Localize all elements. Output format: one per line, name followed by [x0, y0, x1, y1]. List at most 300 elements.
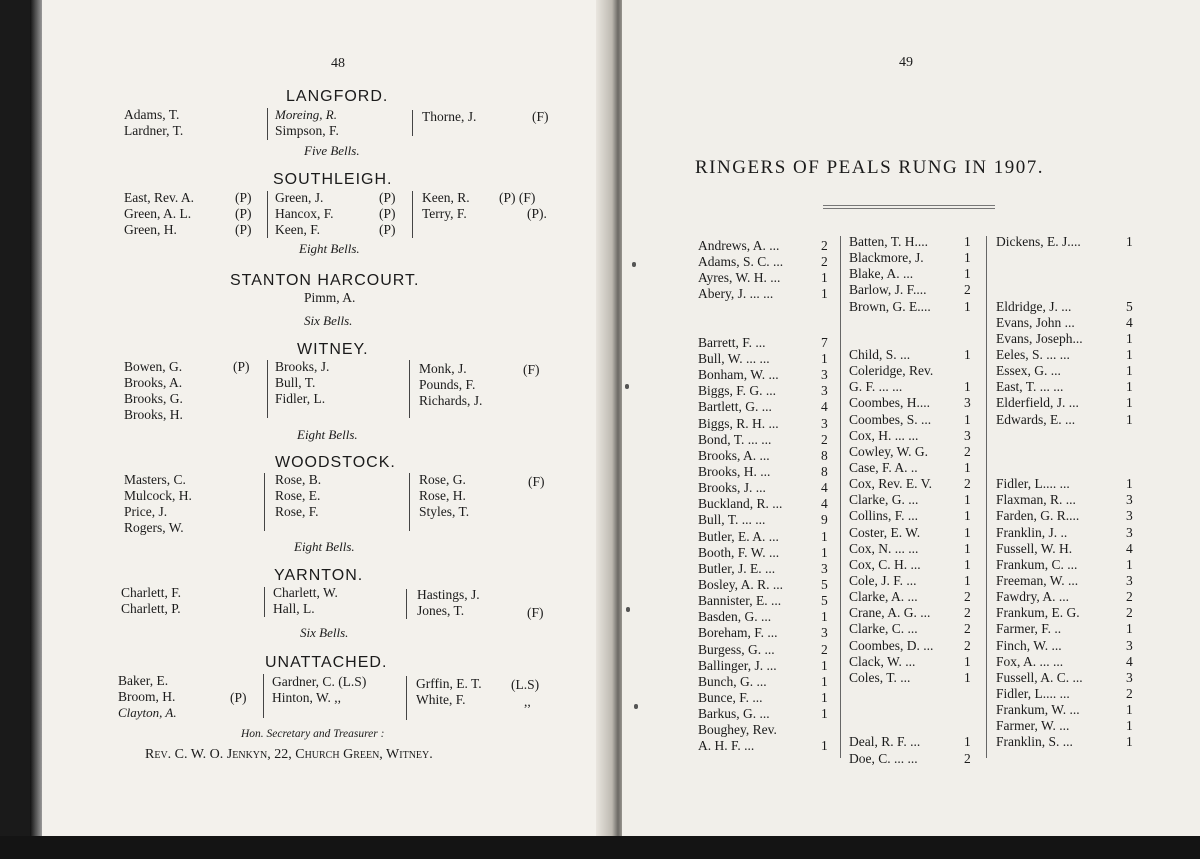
peal-count: 4 — [1126, 653, 1133, 669]
ringer-entry — [996, 492, 1136, 508]
ringer-entry — [996, 718, 1136, 734]
peal-count: 2 — [964, 476, 971, 492]
ringer-name: Farmer, F. .. — [996, 621, 1062, 637]
ringer-entry — [698, 383, 828, 399]
scan-border — [0, 836, 1200, 859]
ringer-entry — [849, 508, 979, 524]
ringer-name: Booth, F. W. ... — [698, 544, 780, 560]
unattached-col2-0: Gardner, C. (L.S) — [272, 674, 367, 689]
peal-count: 1 — [1126, 395, 1133, 411]
southleigh-col3-0: Keen, R. — [422, 190, 470, 205]
heading-woodstock: WOODSTOCK. — [275, 454, 396, 471]
ringer-entry — [698, 577, 828, 593]
heading-stanton-harcourt: STANTON HARCOURT. — [230, 272, 420, 289]
ringer-entry — [849, 347, 979, 363]
ringer-name: Butler, E. A. ... — [698, 528, 779, 544]
woodstock-mark3: (F) — [528, 474, 545, 489]
heading-unattached: UNATTACHED. — [265, 654, 388, 671]
southleigh-mark1-2: (P) — [235, 222, 252, 237]
ringer-entry — [996, 476, 1136, 492]
ringer-entry — [849, 686, 979, 702]
ringer-entry — [849, 718, 979, 734]
ringer-entry — [698, 303, 828, 319]
peal-count: 1 — [1126, 330, 1133, 346]
peal-count: 4 — [821, 480, 828, 496]
peal-count: 3 — [821, 625, 828, 641]
witney-bells: Eight Bells. — [297, 427, 358, 442]
peal-count: 1 — [821, 738, 828, 754]
ringer-entry — [996, 670, 1136, 686]
langford-bells: Five Bells. — [304, 143, 360, 158]
peal-count: 1 — [1126, 234, 1133, 249]
ringer-entry — [698, 738, 828, 754]
woodstock-col2-0: Rose, B. — [275, 472, 322, 487]
peal-count: 3 — [964, 395, 971, 411]
stanton-bells: Six Bells. — [304, 313, 353, 328]
ringer-name: Fussell, W. H. — [996, 540, 1073, 556]
ringer-name: G. F. ... ... — [849, 379, 903, 395]
ringer-name: Eldridge, J. ... — [996, 298, 1072, 314]
ringer-entry — [698, 706, 828, 722]
footer-label: Hon. Secretary and Treasurer : — [241, 728, 385, 740]
peal-count: 1 — [821, 286, 828, 302]
southleigh-col3-1: Terry, F. — [422, 206, 467, 221]
ringer-entry — [698, 658, 828, 674]
ringer-entry — [996, 654, 1136, 670]
southleigh-col1-0: East, Rev. A. — [124, 190, 194, 205]
witney-col2-1: Bull, T. — [275, 375, 316, 390]
ringer-name: Coles, T. ... — [849, 669, 911, 685]
ringer-entry — [996, 460, 1136, 476]
ringer-name: Bull, T. ... ... — [698, 512, 766, 528]
ringer-entry — [698, 480, 828, 496]
woodstock-col1-3: Rogers, W. — [124, 520, 184, 535]
unattached-col1-1: Broom, H. — [118, 689, 176, 704]
witney-col1-2: Brooks, G. — [124, 391, 183, 406]
peal-count: 5 — [1126, 298, 1133, 314]
ringer-name: Dickens, E. J.... — [996, 234, 1081, 249]
ringer-name: Fidler, L.... ... — [996, 685, 1070, 701]
ringer-name: Clarke, A. ... — [849, 589, 918, 605]
ringer-entry — [996, 525, 1136, 541]
peal-count: 3 — [1126, 508, 1133, 524]
ringer-entry — [996, 541, 1136, 557]
ringers-column-a-b — [698, 238, 828, 755]
heading-langford: LANGFORD. — [286, 88, 389, 105]
unattached-mark3-0: (L.S) — [511, 677, 540, 692]
ringer-name: Biggs, R. H. ... — [698, 415, 779, 431]
ringer-name: Barrett, F. ... — [698, 334, 766, 350]
ringer-name: Ayres, W. H. ... — [698, 270, 781, 286]
peal-count: 1 — [821, 609, 828, 625]
yarnton-col1-0: Charlett, F. — [121, 585, 182, 600]
ringer-name: Flaxman, R. ... — [996, 492, 1076, 508]
ringer-name: Basden, G. ... — [698, 609, 772, 625]
peal-count: 4 — [821, 496, 828, 512]
woodstock-bells: Eight Bells. — [294, 539, 355, 554]
peal-count: 4 — [1126, 314, 1133, 330]
ringer-entry — [996, 250, 1136, 266]
ringer-entry — [849, 557, 979, 573]
stanton-name: Pimm, A. — [304, 290, 356, 305]
ringer-name: Essex, G. ... — [996, 363, 1061, 379]
ringer-name: Farmer, W. ... — [996, 718, 1070, 734]
peal-count: 1 — [964, 653, 971, 669]
ringer-entry — [849, 702, 979, 718]
ringer-entry — [698, 545, 828, 561]
ringer-name: Bartlett, G. ... — [698, 399, 772, 415]
ringer-name: Barkus, G. ... — [698, 706, 770, 722]
ringer-name: Biggs, F. G. ... — [698, 383, 777, 399]
peal-count: 2 — [821, 431, 828, 447]
ringer-entry — [698, 464, 828, 480]
ringer-name: Batten, T. H.... — [849, 234, 928, 249]
ringer-entry — [849, 412, 979, 428]
ringer-entry — [849, 476, 979, 492]
ringer-entry — [849, 751, 979, 767]
witney-mark1: (P) — [233, 359, 250, 374]
ringer-name: Finch, W. ... — [996, 637, 1062, 653]
heading-yarnton: YARNTON. — [274, 567, 364, 584]
peal-count: 8 — [821, 463, 828, 479]
ringer-entry — [698, 561, 828, 577]
right-page — [622, 0, 1200, 836]
ringer-name: Bannister, E. ... — [698, 593, 782, 609]
peal-count: 3 — [821, 415, 828, 431]
ringer-entry — [996, 395, 1136, 411]
ringer-entry — [849, 573, 979, 589]
ringer-entry — [849, 460, 979, 476]
ringer-entry — [996, 557, 1136, 573]
yarnton-mark3: (F) — [527, 605, 544, 620]
ringer-entry — [996, 605, 1136, 621]
peal-count: 1 — [1126, 734, 1133, 750]
yarnton-col2-1: Hall, L. — [273, 601, 315, 616]
southleigh-col2-1: Hancox, F. — [275, 206, 334, 221]
peal-count: 5 — [821, 576, 828, 592]
langford-col1-0: Adams, T. — [124, 107, 180, 122]
ringer-name: Buckland, R. ... — [698, 496, 783, 512]
ringer-entry — [996, 508, 1136, 524]
ringer-entry — [996, 234, 1136, 250]
page-number-left: 48 — [331, 56, 345, 71]
page-title: RINGERS OF PEALS RUNG IN 1907. — [695, 157, 1045, 178]
langford-mark: (F) — [532, 109, 549, 124]
ringer-entry — [849, 638, 979, 654]
ringer-name: Fox, A. ... ... — [996, 653, 1064, 669]
unattached-col3-0: Grffin, E. T. — [416, 676, 482, 691]
witney-col2-0: Brooks, J. — [275, 359, 330, 374]
unattached-col1-0: Baker, E. — [118, 673, 169, 688]
ringer-entry — [698, 319, 828, 335]
ringer-name: Bonham, W. ... — [698, 367, 779, 383]
ringer-entry — [698, 416, 828, 432]
ringer-name: Cox, N. ... ... — [849, 540, 919, 556]
ringer-name: Brooks, J. ... — [698, 480, 766, 496]
woodstock-col1-2: Price, J. — [124, 504, 168, 519]
ringer-name: Case, F. A. .. — [849, 459, 918, 475]
ringer-name: Brooks, A. ... — [698, 447, 770, 463]
peal-count: 1 — [964, 250, 971, 266]
ringer-entry — [698, 367, 828, 383]
peal-count: 2 — [821, 641, 828, 657]
left-page — [42, 0, 614, 836]
peal-count: 3 — [964, 427, 971, 443]
ringer-name: Frankum, W. ... — [996, 702, 1080, 718]
ringer-name: Coombes, H.... — [849, 395, 930, 411]
ringer-name: Abery, J. ... ... — [698, 286, 774, 302]
langford-col2-1: Simpson, F. — [275, 123, 339, 138]
woodstock-col3-0: Rose, G. — [419, 472, 466, 487]
ringer-entry — [698, 722, 828, 738]
witney-col1-1: Brooks, A. — [124, 375, 183, 390]
unattached-col2-1: Hinton, W. ,, — [272, 690, 342, 705]
peal-count: 1 — [964, 540, 971, 556]
witney-col1-0: Bowen, G. — [124, 359, 183, 374]
ringer-name: Andrews, A. ... — [698, 238, 780, 253]
ringer-entry — [698, 286, 828, 302]
ringer-entry — [996, 444, 1136, 460]
peal-count: 3 — [1126, 669, 1133, 685]
ringer-entry — [698, 674, 828, 690]
ringer-name: Clack, W. ... — [849, 653, 916, 669]
ringer-name: Adams, S. C. ... — [698, 254, 784, 270]
ringer-name: Bosley, A. R. ... — [698, 576, 784, 592]
southleigh-mark1-0: (P) — [235, 190, 252, 205]
peal-count: 1 — [964, 379, 971, 395]
langford-col2-0: Moreing, R. — [275, 107, 337, 122]
ringer-entry — [698, 609, 828, 625]
peal-count: 1 — [1126, 621, 1133, 637]
ringer-entry — [996, 621, 1136, 637]
ringer-name: Coster, E. W. — [849, 524, 921, 540]
peal-count: 1 — [821, 657, 828, 673]
peal-count: 3 — [1126, 637, 1133, 653]
peal-count: 1 — [1126, 476, 1133, 492]
unattached-col3-1: White, F. — [416, 692, 466, 707]
ringer-name: Child, S. ... — [849, 346, 911, 362]
ringer-entry — [996, 266, 1136, 282]
peal-count: 7 — [821, 334, 828, 350]
ringer-entry — [698, 254, 828, 270]
ringer-entry — [849, 444, 979, 460]
woodstock-col3-2: Styles, T. — [419, 504, 470, 519]
ringer-name: Fawdry, A. ... — [996, 589, 1069, 605]
southleigh-mark3-0: (P) (F) — [499, 190, 536, 205]
southleigh-col1-2: Green, H. — [124, 222, 177, 237]
peal-count: 1 — [1126, 363, 1133, 379]
peal-count: 3 — [1126, 492, 1133, 508]
peal-count: 1 — [964, 556, 971, 572]
ringer-entry — [698, 625, 828, 641]
ringer-entry — [849, 621, 979, 637]
ringer-entry — [698, 642, 828, 658]
ringer-name: Burgess, G. ... — [698, 641, 775, 657]
peal-count: 1 — [964, 524, 971, 540]
ringer-name: Blake, A. ... — [849, 266, 914, 282]
ringer-name: Eeles, S. ... ... — [996, 346, 1070, 362]
peal-count: 3 — [1126, 572, 1133, 588]
peal-count: 5 — [821, 593, 828, 609]
peal-count: 1 — [964, 508, 971, 524]
peal-count: 1 — [1126, 556, 1133, 572]
peal-count: 3 — [821, 560, 828, 576]
ringer-entry — [698, 399, 828, 415]
ringer-entry — [996, 589, 1136, 605]
ringer-entry — [698, 512, 828, 528]
witney-col2-2: Fidler, L. — [275, 391, 326, 406]
ringer-entry — [698, 238, 828, 254]
langford-col1-1: Lardner, T. — [124, 123, 184, 138]
ringer-entry — [849, 428, 979, 444]
ringer-name: Cowley, W. G. — [849, 443, 929, 459]
ringer-entry — [849, 363, 979, 379]
yarnton-col2-0: Charlett, W. — [273, 585, 338, 600]
peal-count: 2 — [1126, 589, 1133, 605]
ringer-name: Crane, A. G. ... — [849, 605, 931, 621]
ringer-name: Coombes, D. ... — [849, 637, 934, 653]
woodstock-col3-1: Rose, H. — [419, 488, 466, 503]
ringer-name: Brown, G. E.... — [849, 298, 931, 314]
peal-count: 1 — [964, 459, 971, 475]
peal-count: 1 — [821, 706, 828, 722]
peal-count: 8 — [821, 447, 828, 463]
southleigh-mark2-0: (P) — [379, 190, 396, 205]
ringer-entry — [996, 347, 1136, 363]
ringer-name: Bunch, G. ... — [698, 673, 767, 689]
ringer-name: Cox, H. ... ... — [849, 427, 919, 443]
peal-count: 1 — [821, 350, 828, 366]
peal-count: 1 — [964, 346, 971, 362]
ringer-name: Clarke, C. ... — [849, 621, 918, 637]
ringer-name: A. H. F. ... — [698, 738, 755, 754]
ringer-name: Freeman, W. ... — [996, 572, 1079, 588]
ringer-entry — [849, 315, 979, 331]
woodstock-col1-1: Mulcock, H. — [124, 488, 192, 503]
ringer-entry — [996, 363, 1136, 379]
ringer-name: Cox, Rev. E. V. — [849, 476, 933, 492]
peal-count: 3 — [821, 367, 828, 383]
witney-col3-0: Monk, J. — [419, 361, 467, 376]
ringer-entry — [849, 299, 979, 315]
ringer-name: Cox, C. H. ... — [849, 556, 921, 572]
ringers-column-b-d — [849, 234, 979, 767]
peal-count: 1 — [964, 669, 971, 685]
peal-count: 1 — [821, 544, 828, 560]
ringer-entry — [849, 525, 979, 541]
peal-count: 1 — [964, 572, 971, 588]
peal-count: 3 — [1126, 524, 1133, 540]
ringer-entry — [849, 379, 979, 395]
ringer-entry — [849, 589, 979, 605]
yarnton-bells: Six Bells. — [300, 625, 349, 640]
woodstock-col1-0: Masters, C. — [124, 472, 186, 487]
footer-text: Rev. C. W. O. Jenkyn, 22, Church Green, Witney. — [145, 747, 433, 762]
ringer-entry — [996, 315, 1136, 331]
ringer-entry — [849, 734, 979, 750]
yarnton-col1-1: Charlett, P. — [121, 601, 181, 616]
ringer-entry — [698, 529, 828, 545]
ringer-name: Franklin, J. .. — [996, 524, 1068, 540]
peal-count: 2 — [964, 637, 971, 653]
ringer-name: Clarke, G. ... — [849, 492, 919, 508]
ringer-name: East, T. ... ... — [996, 379, 1064, 395]
unattached-mark3-1: ,, — [524, 694, 531, 709]
peal-count: 1 — [964, 266, 971, 282]
ringer-entry — [996, 734, 1136, 750]
ringer-entry — [849, 492, 979, 508]
southleigh-col2-0: Green, J. — [275, 190, 324, 205]
southleigh-mark3-1: (P). — [527, 206, 547, 221]
peal-count: 1 — [964, 411, 971, 427]
peal-count: 3 — [821, 383, 828, 399]
southleigh-mark2-2: (P) — [379, 222, 396, 237]
ringer-name: Collins, F. ... — [849, 508, 919, 524]
ringer-name: Doe, C. ... ... — [849, 750, 918, 766]
peal-count: 1 — [964, 492, 971, 508]
ringer-name: Boreham, F. ... — [698, 625, 778, 641]
witney-col3-1: Pounds, F. — [419, 377, 476, 392]
ringer-entry — [849, 541, 979, 557]
ringer-entry — [849, 331, 979, 347]
peal-count: 9 — [821, 512, 828, 528]
ringer-name: Farden, G. R.... — [996, 508, 1080, 524]
ringer-name: Elderfield, J. ... — [996, 395, 1079, 411]
ringer-entry — [698, 593, 828, 609]
peal-count: 1 — [821, 689, 828, 705]
ringer-entry — [698, 432, 828, 448]
ringer-name: Coombes, S. ... — [849, 411, 932, 427]
unattached-col1-2: Clayton, A. — [118, 705, 177, 720]
southleigh-mark2-1: (P) — [379, 206, 396, 221]
southleigh-mark1-1: (P) — [235, 206, 252, 221]
southleigh-col1-1: Green, A. L. — [124, 206, 192, 221]
ringer-entry — [698, 335, 828, 351]
ringer-entry — [996, 686, 1136, 702]
book-edge — [30, 0, 42, 859]
ringer-entry — [849, 250, 979, 266]
ringer-name: Fidler, L.... ... — [996, 476, 1070, 492]
woodstock-col2-1: Rose, E. — [275, 488, 321, 503]
peal-count: 1 — [964, 298, 971, 314]
ringer-name: Evans, Joseph... — [996, 330, 1083, 346]
peal-count: 1 — [821, 673, 828, 689]
yarnton-col3-0: Hastings, J. — [417, 587, 480, 602]
ringer-name: Frankum, E. G. — [996, 605, 1080, 621]
witney-mark3: (F) — [523, 362, 540, 377]
ringer-entry — [996, 282, 1136, 298]
peal-count: 2 — [964, 282, 971, 298]
peal-count: 1 — [1126, 346, 1133, 362]
peal-count: 1 — [964, 734, 971, 750]
ringer-entry — [996, 573, 1136, 589]
peal-count: 1 — [1126, 718, 1133, 734]
ringer-entry — [996, 702, 1136, 718]
unattached-mark1: (P) — [230, 690, 247, 705]
southleigh-bells: Eight Bells. — [299, 241, 360, 256]
ringer-name: Blackmore, J. — [849, 250, 924, 266]
woodstock-col2-2: Rose, F. — [275, 504, 319, 519]
ringer-entry — [698, 270, 828, 286]
ringer-name: Bond, T. ... ... — [698, 431, 772, 447]
ringer-entry — [996, 331, 1136, 347]
peal-count: 1 — [964, 234, 971, 249]
peal-count: 1 — [821, 270, 828, 286]
peal-count: 2 — [964, 443, 971, 459]
ringer-entry — [698, 351, 828, 367]
heading-southleigh: SOUTHLEIGH. — [273, 171, 393, 188]
ringer-entry — [996, 412, 1136, 428]
